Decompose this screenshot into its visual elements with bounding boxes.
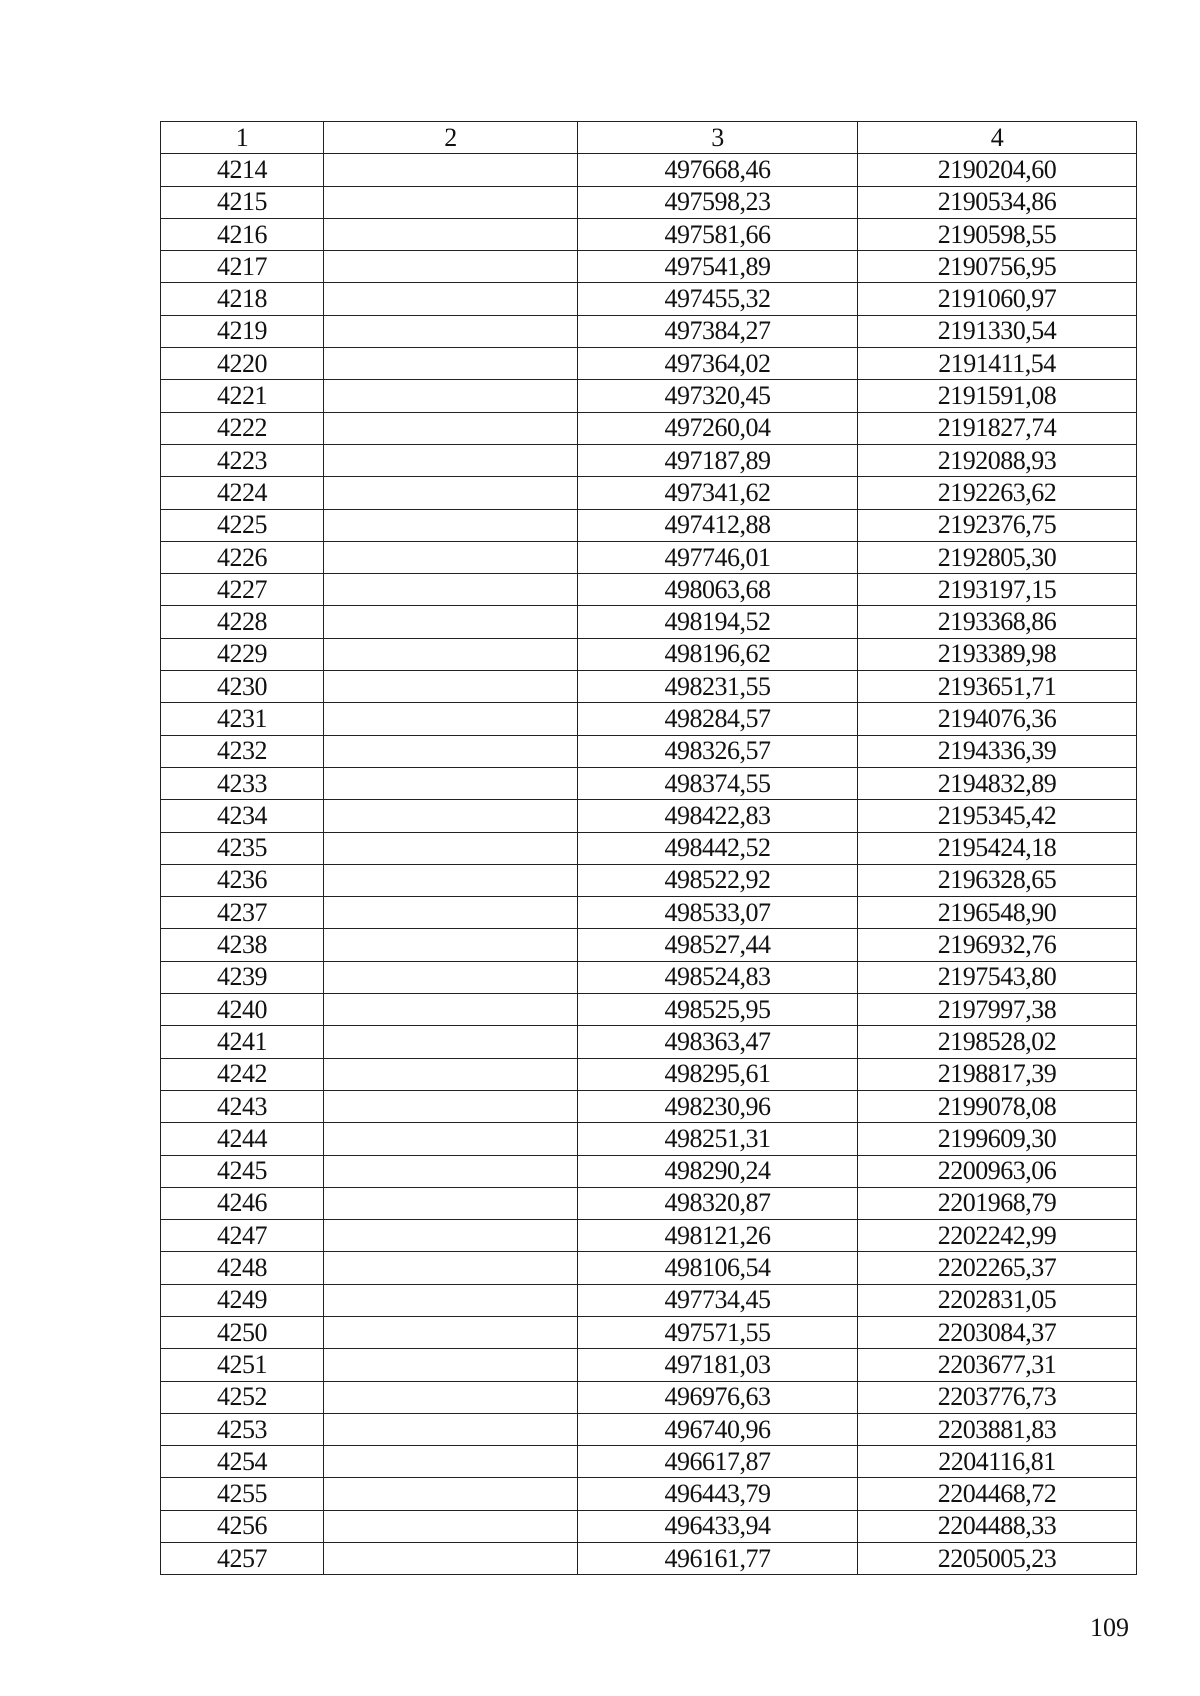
column-header-4: 4	[858, 122, 1137, 154]
y-coordinate-cell: 2191060,97	[858, 283, 1137, 315]
table-row	[161, 1058, 1137, 1090]
point-number-cell: 4249	[161, 1284, 324, 1316]
table-row	[161, 994, 1137, 1026]
empty-cell	[324, 315, 578, 347]
empty-cell	[324, 348, 578, 380]
table-row	[161, 1090, 1137, 1122]
y-coordinate-cell: 2194336,39	[858, 735, 1137, 767]
empty-cell	[324, 380, 578, 412]
empty-cell	[324, 1478, 578, 1510]
y-coordinate-cell: 2195424,18	[858, 832, 1137, 864]
y-coordinate-cell: 2192088,93	[858, 444, 1137, 476]
empty-cell	[324, 574, 578, 606]
x-coordinate-cell: 496976,63	[578, 1381, 858, 1413]
point-number-cell: 4248	[161, 1252, 324, 1284]
table-row	[161, 1349, 1137, 1381]
empty-cell	[324, 832, 578, 864]
point-number-cell: 4255	[161, 1478, 324, 1510]
table-row	[161, 477, 1137, 509]
y-coordinate-cell: 2203776,73	[858, 1381, 1137, 1413]
x-coordinate-cell: 497364,02	[578, 348, 858, 380]
x-coordinate-cell: 497260,04	[578, 412, 858, 444]
empty-cell	[324, 1123, 578, 1155]
table-row	[161, 638, 1137, 670]
x-coordinate-cell: 498533,07	[578, 897, 858, 929]
empty-cell	[324, 186, 578, 218]
x-coordinate-cell: 498231,55	[578, 671, 858, 703]
point-number-cell: 4232	[161, 735, 324, 767]
y-coordinate-cell: 2202242,99	[858, 1220, 1137, 1252]
y-coordinate-cell: 2191330,54	[858, 315, 1137, 347]
y-coordinate-cell: 2190756,95	[858, 251, 1137, 283]
x-coordinate-cell: 497341,62	[578, 477, 858, 509]
x-coordinate-cell: 498363,47	[578, 1026, 858, 1058]
point-number-cell: 4216	[161, 218, 324, 250]
y-coordinate-cell: 2192376,75	[858, 509, 1137, 541]
empty-cell	[324, 1220, 578, 1252]
table-row	[161, 1187, 1137, 1219]
y-coordinate-cell: 2191591,08	[858, 380, 1137, 412]
point-number-cell: 4219	[161, 315, 324, 347]
page-number: 109	[1090, 1613, 1129, 1642]
x-coordinate-cell: 496443,79	[578, 1478, 858, 1510]
x-coordinate-cell: 497571,55	[578, 1316, 858, 1348]
y-coordinate-cell: 2203084,37	[858, 1316, 1137, 1348]
point-number-cell: 4227	[161, 574, 324, 606]
table-row	[161, 348, 1137, 380]
x-coordinate-cell: 497734,45	[578, 1284, 858, 1316]
table-body	[161, 154, 1137, 1575]
y-coordinate-cell: 2196932,76	[858, 929, 1137, 961]
y-coordinate-cell: 2202831,05	[858, 1284, 1137, 1316]
point-number-cell: 4229	[161, 638, 324, 670]
y-coordinate-cell: 2198817,39	[858, 1058, 1137, 1090]
y-coordinate-cell: 2202265,37	[858, 1252, 1137, 1284]
x-coordinate-cell: 497746,01	[578, 541, 858, 573]
table-row	[161, 800, 1137, 832]
x-coordinate-cell: 498121,26	[578, 1220, 858, 1252]
table-row	[161, 509, 1137, 541]
table-row	[161, 1446, 1137, 1478]
empty-cell	[324, 606, 578, 638]
empty-cell	[324, 1381, 578, 1413]
x-coordinate-cell: 497384,27	[578, 315, 858, 347]
x-coordinate-cell: 496617,87	[578, 1446, 858, 1478]
table-row	[161, 1026, 1137, 1058]
x-coordinate-cell: 498251,31	[578, 1123, 858, 1155]
empty-cell	[324, 1284, 578, 1316]
y-coordinate-cell: 2192805,30	[858, 541, 1137, 573]
empty-cell	[324, 703, 578, 735]
table-row	[161, 864, 1137, 896]
empty-cell	[324, 897, 578, 929]
y-coordinate-cell: 2204468,72	[858, 1478, 1137, 1510]
point-number-cell: 4239	[161, 961, 324, 993]
x-coordinate-cell: 496740,96	[578, 1413, 858, 1445]
point-number-cell: 4242	[161, 1058, 324, 1090]
x-coordinate-cell: 497581,66	[578, 218, 858, 250]
point-number-cell: 4245	[161, 1155, 324, 1187]
table-row	[161, 154, 1137, 186]
y-coordinate-cell: 2196548,90	[858, 897, 1137, 929]
x-coordinate-cell: 498290,24	[578, 1155, 858, 1187]
x-coordinate-cell: 497187,89	[578, 444, 858, 476]
x-coordinate-cell: 498295,61	[578, 1058, 858, 1090]
empty-cell	[324, 1316, 578, 1348]
empty-cell	[324, 1155, 578, 1187]
empty-cell	[324, 1187, 578, 1219]
table-row	[161, 1413, 1137, 1445]
point-number-cell: 4254	[161, 1446, 324, 1478]
table-row	[161, 186, 1137, 218]
empty-cell	[324, 1446, 578, 1478]
empty-cell	[324, 994, 578, 1026]
empty-cell	[324, 638, 578, 670]
point-number-cell: 4243	[161, 1090, 324, 1122]
x-coordinate-cell: 497412,88	[578, 509, 858, 541]
empty-cell	[324, 541, 578, 573]
y-coordinate-cell: 2199078,08	[858, 1090, 1137, 1122]
empty-cell	[324, 1090, 578, 1122]
column-header-3: 3	[578, 122, 858, 154]
table-header-row	[161, 122, 1137, 154]
table-row	[161, 671, 1137, 703]
y-coordinate-cell: 2193389,98	[858, 638, 1137, 670]
y-coordinate-cell: 2198528,02	[858, 1026, 1137, 1058]
y-coordinate-cell: 2190598,55	[858, 218, 1137, 250]
x-coordinate-cell: 498320,87	[578, 1187, 858, 1219]
empty-cell	[324, 800, 578, 832]
x-coordinate-cell: 498230,96	[578, 1090, 858, 1122]
x-coordinate-cell: 498194,52	[578, 606, 858, 638]
table-row	[161, 735, 1137, 767]
y-coordinate-cell: 2197997,38	[858, 994, 1137, 1026]
empty-cell	[324, 671, 578, 703]
table-row	[161, 961, 1137, 993]
point-number-cell: 4228	[161, 606, 324, 638]
x-coordinate-cell: 498422,83	[578, 800, 858, 832]
point-number-cell: 4231	[161, 703, 324, 735]
y-coordinate-cell: 2193651,71	[858, 671, 1137, 703]
empty-cell	[324, 1252, 578, 1284]
column-header-2: 2	[324, 122, 578, 154]
table-row	[161, 606, 1137, 638]
point-number-cell: 4235	[161, 832, 324, 864]
table-row	[161, 897, 1137, 929]
x-coordinate-cell: 498284,57	[578, 703, 858, 735]
table-row	[161, 444, 1137, 476]
x-coordinate-cell: 496433,94	[578, 1510, 858, 1542]
y-coordinate-cell: 2197543,80	[858, 961, 1137, 993]
point-number-cell: 4247	[161, 1220, 324, 1252]
coordinates-table	[160, 121, 1137, 1575]
y-coordinate-cell: 2195345,42	[858, 800, 1137, 832]
x-coordinate-cell: 498527,44	[578, 929, 858, 961]
table-row	[161, 1123, 1137, 1155]
table-row	[161, 929, 1137, 961]
empty-cell	[324, 1413, 578, 1445]
table-row	[161, 380, 1137, 412]
point-number-cell: 4226	[161, 541, 324, 573]
y-coordinate-cell: 2204488,33	[858, 1510, 1137, 1542]
empty-cell	[324, 929, 578, 961]
empty-cell	[324, 154, 578, 186]
column-header-1: 1	[161, 122, 324, 154]
x-coordinate-cell: 497320,45	[578, 380, 858, 412]
point-number-cell: 4253	[161, 1413, 324, 1445]
point-number-cell: 4223	[161, 444, 324, 476]
point-number-cell: 4244	[161, 1123, 324, 1155]
table-row	[161, 1155, 1137, 1187]
x-coordinate-cell: 498374,55	[578, 767, 858, 799]
empty-cell	[324, 412, 578, 444]
table-row	[161, 541, 1137, 573]
x-coordinate-cell: 498106,54	[578, 1252, 858, 1284]
y-coordinate-cell: 2191827,74	[858, 412, 1137, 444]
table-row	[161, 283, 1137, 315]
y-coordinate-cell: 2193368,86	[858, 606, 1137, 638]
x-coordinate-cell: 498442,52	[578, 832, 858, 864]
empty-cell	[324, 735, 578, 767]
empty-cell	[324, 477, 578, 509]
y-coordinate-cell: 2194076,36	[858, 703, 1137, 735]
x-coordinate-cell: 498326,57	[578, 735, 858, 767]
empty-cell	[324, 1349, 578, 1381]
table-row	[161, 1316, 1137, 1348]
point-number-cell: 4230	[161, 671, 324, 703]
point-number-cell: 4240	[161, 994, 324, 1026]
empty-cell	[324, 767, 578, 799]
table-row	[161, 1543, 1137, 1575]
y-coordinate-cell: 2196328,65	[858, 864, 1137, 896]
table-row	[161, 218, 1137, 250]
empty-cell	[324, 509, 578, 541]
y-coordinate-cell: 2205005,23	[858, 1543, 1137, 1575]
point-number-cell: 4238	[161, 929, 324, 961]
point-number-cell: 4252	[161, 1381, 324, 1413]
x-coordinate-cell: 497181,03	[578, 1349, 858, 1381]
point-number-cell: 4241	[161, 1026, 324, 1058]
point-number-cell: 4217	[161, 251, 324, 283]
empty-cell	[324, 444, 578, 476]
point-number-cell: 4256	[161, 1510, 324, 1542]
table-row	[161, 1284, 1137, 1316]
point-number-cell: 4224	[161, 477, 324, 509]
point-number-cell: 4250	[161, 1316, 324, 1348]
y-coordinate-cell: 2194832,89	[858, 767, 1137, 799]
empty-cell	[324, 864, 578, 896]
y-coordinate-cell: 2201968,79	[858, 1187, 1137, 1219]
table-row	[161, 1510, 1137, 1542]
x-coordinate-cell: 497598,23	[578, 186, 858, 218]
y-coordinate-cell: 2203677,31	[858, 1349, 1137, 1381]
x-coordinate-cell: 497668,46	[578, 154, 858, 186]
x-coordinate-cell: 498524,83	[578, 961, 858, 993]
point-number-cell: 4225	[161, 509, 324, 541]
empty-cell	[324, 1510, 578, 1542]
x-coordinate-cell: 497541,89	[578, 251, 858, 283]
point-number-cell: 4220	[161, 348, 324, 380]
point-number-cell: 4236	[161, 864, 324, 896]
x-coordinate-cell: 498063,68	[578, 574, 858, 606]
table-row	[161, 1220, 1137, 1252]
point-number-cell: 4234	[161, 800, 324, 832]
table-row	[161, 832, 1137, 864]
point-number-cell: 4214	[161, 154, 324, 186]
table-row	[161, 1252, 1137, 1284]
empty-cell	[324, 1026, 578, 1058]
table-row	[161, 574, 1137, 606]
table-row	[161, 1478, 1137, 1510]
point-number-cell: 4222	[161, 412, 324, 444]
point-number-cell: 4215	[161, 186, 324, 218]
point-number-cell: 4246	[161, 1187, 324, 1219]
y-coordinate-cell: 2200963,06	[858, 1155, 1137, 1187]
empty-cell	[324, 251, 578, 283]
x-coordinate-cell: 498522,92	[578, 864, 858, 896]
table-row	[161, 315, 1137, 347]
y-coordinate-cell: 2190204,60	[858, 154, 1137, 186]
table-row	[161, 767, 1137, 799]
y-coordinate-cell: 2203881,83	[858, 1413, 1137, 1445]
table-row	[161, 251, 1137, 283]
y-coordinate-cell: 2199609,30	[858, 1123, 1137, 1155]
point-number-cell: 4237	[161, 897, 324, 929]
empty-cell	[324, 1058, 578, 1090]
y-coordinate-cell: 2204116,81	[858, 1446, 1137, 1478]
point-number-cell: 4233	[161, 767, 324, 799]
table-row	[161, 703, 1137, 735]
point-number-cell: 4257	[161, 1543, 324, 1575]
table-row	[161, 412, 1137, 444]
point-number-cell: 4251	[161, 1349, 324, 1381]
x-coordinate-cell: 497455,32	[578, 283, 858, 315]
empty-cell	[324, 1543, 578, 1575]
x-coordinate-cell: 498196,62	[578, 638, 858, 670]
y-coordinate-cell: 2191411,54	[858, 348, 1137, 380]
y-coordinate-cell: 2190534,86	[858, 186, 1137, 218]
x-coordinate-cell: 496161,77	[578, 1543, 858, 1575]
empty-cell	[324, 218, 578, 250]
y-coordinate-cell: 2193197,15	[858, 574, 1137, 606]
empty-cell	[324, 283, 578, 315]
empty-cell	[324, 961, 578, 993]
point-number-cell: 4221	[161, 380, 324, 412]
table-row	[161, 1381, 1137, 1413]
x-coordinate-cell: 498525,95	[578, 994, 858, 1026]
point-number-cell: 4218	[161, 283, 324, 315]
y-coordinate-cell: 2192263,62	[858, 477, 1137, 509]
